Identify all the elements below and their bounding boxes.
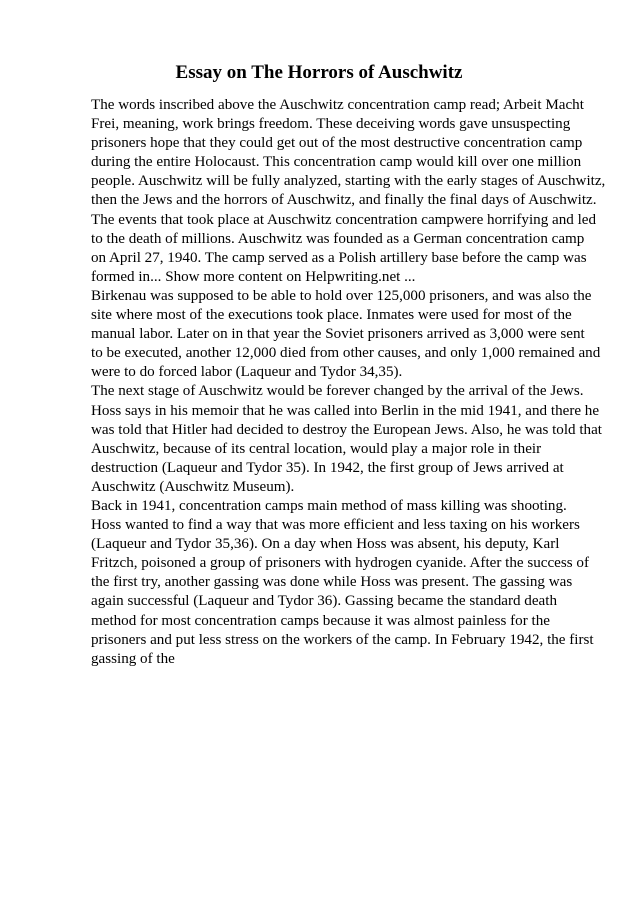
text-line: The next stage of Auschwitz would be forever changed by the arrival of the Jews. bbox=[91, 383, 584, 400]
text-line: destruction (Laqueur and Tydor 35). In 1942, the first group of Jews arrived at bbox=[91, 459, 564, 476]
text-line: the first try, another gassing was done while Hoss was present. The gassing was bbox=[91, 574, 573, 591]
text-line: Auschwitz (Auschwitz Museum). bbox=[91, 478, 295, 495]
text-line: gassing of the bbox=[91, 650, 175, 667]
text-line: Frei, meaning, work brings freedom. These deceiving words gave unsuspecting bbox=[91, 116, 571, 133]
text-line: Back in 1941, concentration camps main method of mass killing was shooting. bbox=[91, 497, 567, 514]
text-line: manual labor. Later on in that year the Soviet prisoners arrived as 3,000 were sent bbox=[91, 326, 585, 343]
essay-body bbox=[91, 96, 606, 669]
text-line: Hoss wanted to find a way that was more efficient and less taxing on his workers bbox=[91, 517, 580, 534]
text-line: Hoss says in his memoir that he was called into Berlin in the mid 1941, and there he bbox=[91, 402, 600, 419]
text-line: to be executed, another 12,000 died from other causes, and only 1,000 remained and bbox=[91, 345, 601, 362]
text-line: were to do forced labor (Laqueur and Tydor 34,35). bbox=[91, 364, 403, 381]
text-line: prisoners hope that they could get out of the most destructive concentration camp bbox=[91, 135, 583, 152]
text-line: The events that took place at Auschwitz concentration campwere horrifying and led bbox=[91, 211, 597, 228]
text-line: prisoners and put less stress on the workers of the camp. In February 1942, the first bbox=[91, 631, 594, 648]
text-line: Fritzch, poisoned a group of prisoners with hydrogen cyanide. After the success of bbox=[91, 555, 589, 572]
text-line: site where most of the executions took place. Inmates were used for most of the bbox=[91, 307, 572, 324]
text-line: (Laqueur and Tydor 35,36). On a day when Hoss was absent, his deputy, Karl bbox=[91, 536, 560, 553]
text-line: was told that Hitler had decided to destroy the European Jews. Also, he was told that bbox=[91, 421, 602, 438]
text-line: Auschwitz, because of its central location, would play a major role in their bbox=[91, 440, 542, 457]
text-line: again successful (Laqueur and Tydor 36). Gassing became the standard death bbox=[91, 593, 557, 610]
text-line: during the entire Holocaust. This concentration camp would kill over one million bbox=[91, 154, 582, 171]
text-line: to the death of millions. Auschwitz was founded as a German concentration camp bbox=[91, 230, 585, 247]
text-line: then the Jews and the horrors of Auschwitz, and finally the final days of Auschwitz. bbox=[91, 192, 597, 209]
text-line: The words inscribed above the Auschwitz concentration camp read; Arbeit Macht bbox=[91, 97, 584, 113]
text-line: people. Auschwitz will be fully analyzed, starting with the early stages of Auschwitz, bbox=[91, 173, 606, 190]
text-line: method for most concentration camps because it was almost painless for the bbox=[91, 612, 550, 629]
text-line: on April 27, 1940. The camp served as a Polish artillery base before the camp was bbox=[91, 249, 587, 266]
document-title: Essay on The Horrors of Auschwitz bbox=[175, 62, 463, 83]
text-line: formed in... Show more content on Helpwriting.net ... bbox=[91, 268, 416, 285]
text-line: Birkenau was supposed to be able to hold over 125,000 prisoners, and was also the bbox=[91, 287, 592, 304]
